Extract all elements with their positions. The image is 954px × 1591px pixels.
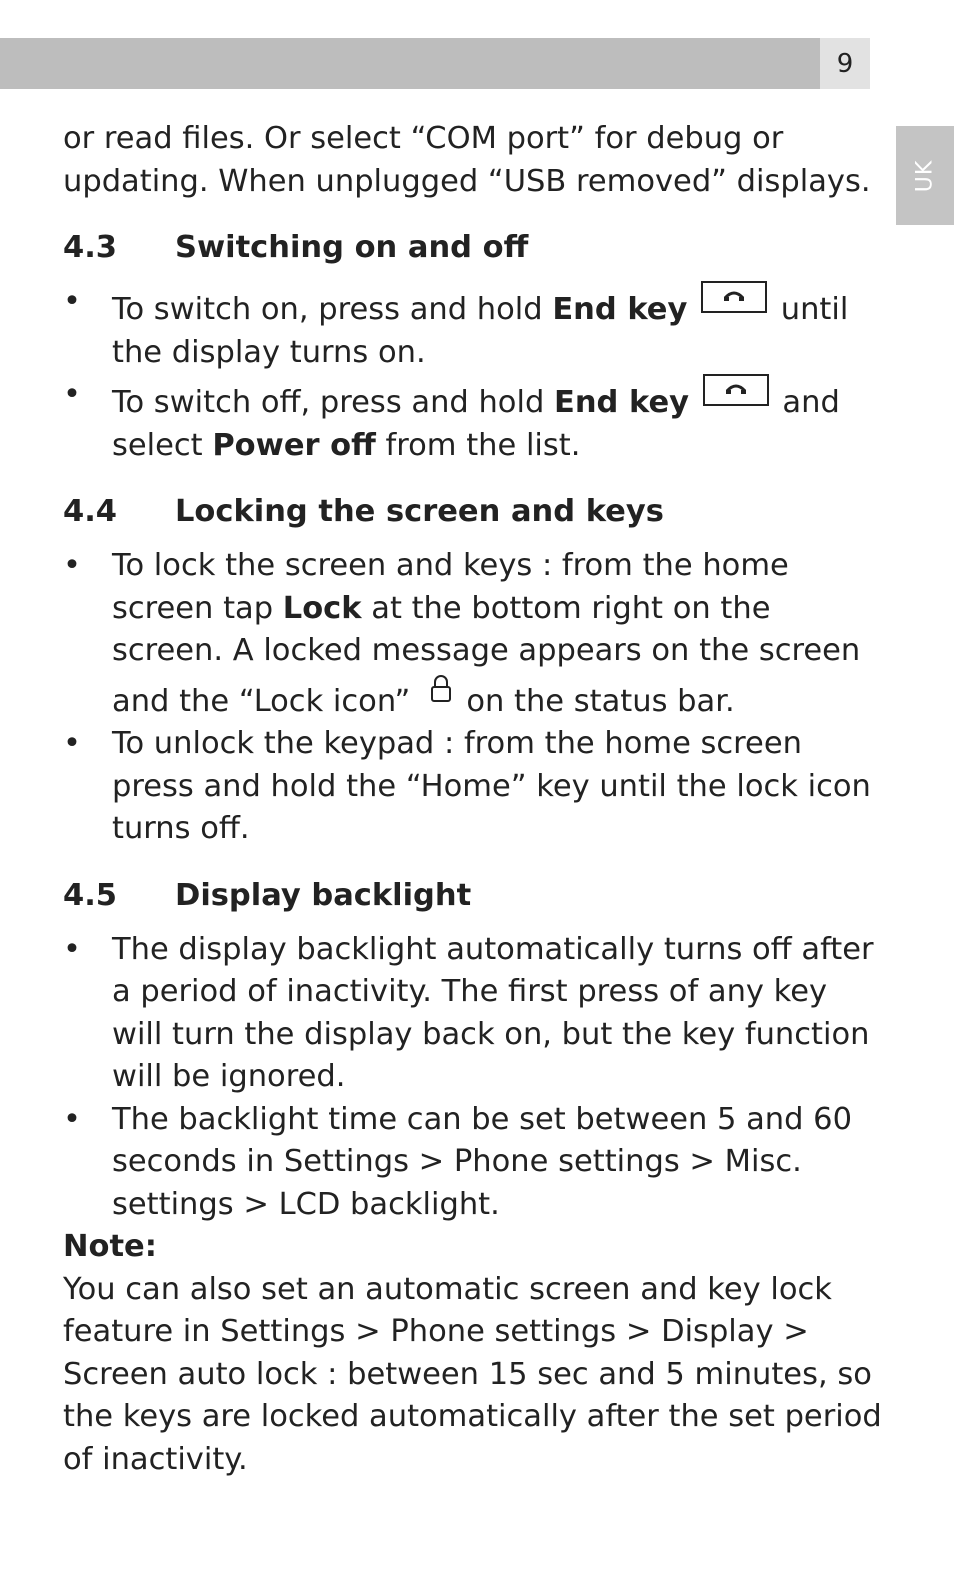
language-tab <box>896 126 954 225</box>
bullet-list <box>63 929 883 1227</box>
item-text: until the display turns on. <box>112 292 849 370</box>
item-text: To switch on, press and hold <box>112 292 553 327</box>
section-number: 4.3 <box>63 230 118 265</box>
item-text: The backlight time can be set between 5 and 60 seconds in Settings > Phone settings > Misc. settings > LCD backlight. <box>112 1101 852 1222</box>
item-text: on the status bar. <box>466 683 735 719</box>
list-item <box>63 281 883 374</box>
note-title: Note: <box>63 1229 157 1264</box>
page-number: 9 <box>820 38 870 89</box>
note-text: You can also set an automatic screen and key lock feature in Settings > Phone settings > Display > Screen auto lock : between 15 sec and 5 minutes, so the keys are locked automatically after the set period of inactivity. <box>63 1271 882 1477</box>
end-call-key-icon <box>701 281 767 313</box>
section-title: Locking the screen and keys <box>175 494 664 529</box>
header-bar <box>0 38 820 89</box>
item-text: To lock the screen and keys : from the home screen tap <box>112 548 789 626</box>
item-text: from the list. <box>375 427 581 463</box>
item-text: at the bottom right on the screen. A locked message appears on the screen and the “Lock icon” <box>112 590 861 719</box>
item-bold-text: End key <box>554 385 690 420</box>
list-item <box>63 1099 883 1227</box>
section-number: 4.4 <box>63 494 118 529</box>
end-call-key-icon <box>703 374 769 406</box>
item-bold-text: Power off <box>212 427 376 463</box>
item-text: The display backlight automatically turns off after a period of inactivity. The first press of any key will turn the display back on, but the key function will be ignored. <box>112 931 874 1094</box>
item-bold-text: Lock <box>282 590 362 626</box>
item-text: and select <box>112 385 840 463</box>
intro-paragraph: or read files. Or select “COM port” for debug or updating. When unplugged “USB removed” displays. <box>63 121 871 199</box>
item-text: To unlock the keypad : from the home screen press and hold the “Home” key until the lock icon turns off. <box>112 726 871 846</box>
item-bold-text: End key <box>552 292 688 327</box>
list-item <box>63 374 883 467</box>
section-heading-4-4 <box>63 491 883 533</box>
lock-icon <box>430 673 452 718</box>
language-tab-label: UK <box>912 159 938 192</box>
list-item <box>63 723 883 851</box>
section-title: Display backlight <box>175 877 472 913</box>
list-item <box>63 929 883 1099</box>
list-item <box>63 545 883 723</box>
section-heading-4-5 <box>63 875 883 917</box>
page-content <box>63 118 883 1481</box>
item-text: To switch off, press and hold <box>112 385 554 420</box>
section-title: Switching on and off <box>175 230 529 265</box>
bullet-list <box>63 545 883 851</box>
bullet-list <box>63 281 883 467</box>
section-number: 4.5 <box>63 877 118 913</box>
section-heading-4-3 <box>63 227 883 269</box>
